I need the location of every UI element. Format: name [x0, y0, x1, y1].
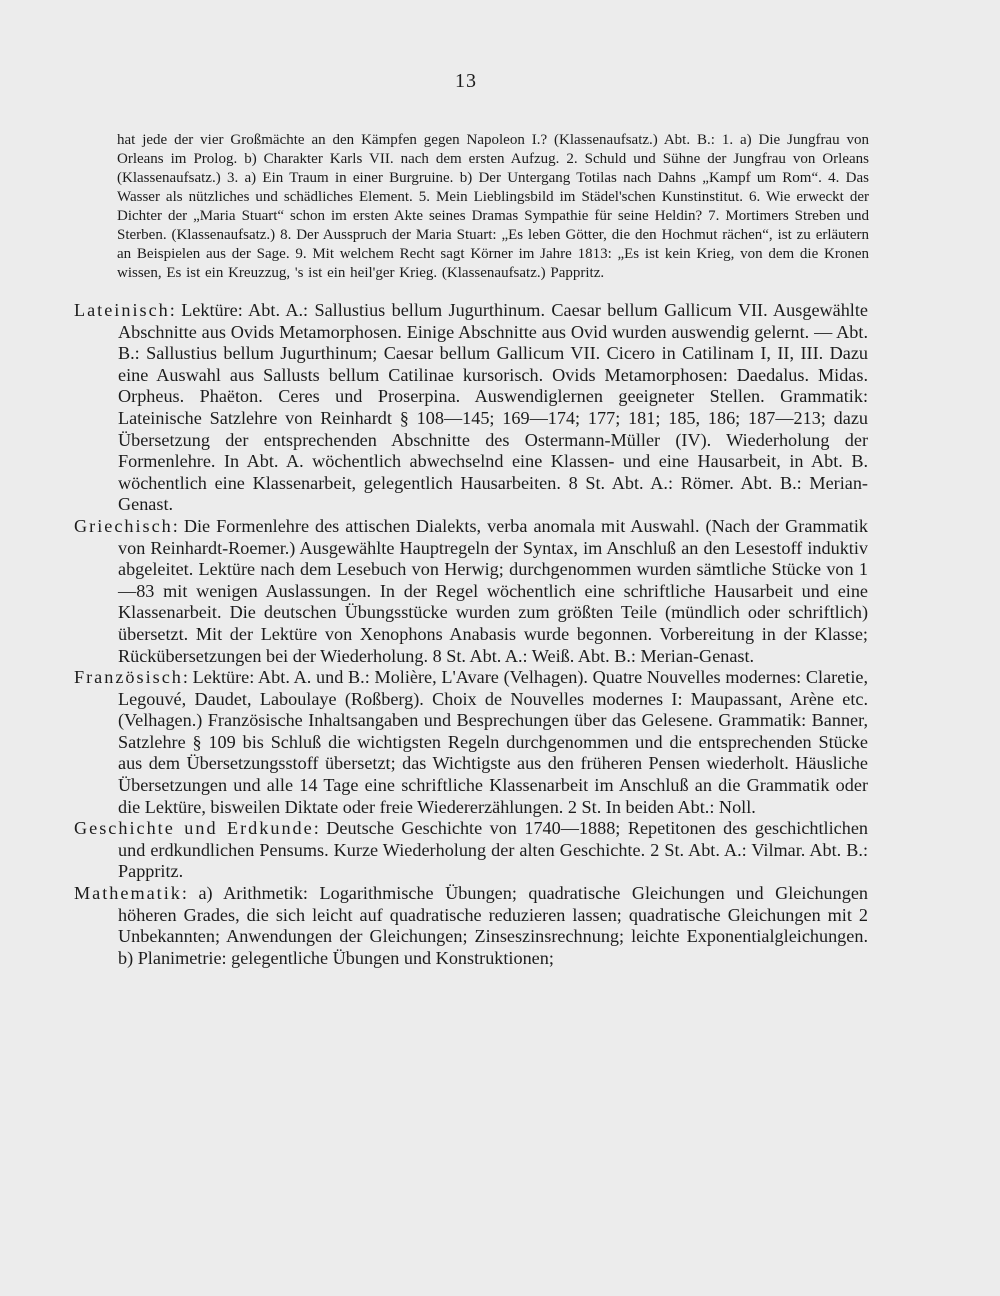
section-body: : a) Arithmetik: Logarithmische Übungen; quadratische Gleichungen und Gleichungen höheren Grades, die sich leicht auf quadratische reduzieren lassen; quadratische Gleichungen mit 2 Unbekannten; Anwendungen der Gleichungen; Zinseszinsrechnung; leichte Exponentialgleichungen. b) Planimetrie: gelegentliche Übungen und Konstruktionen;: [118, 883, 868, 968]
subject-sections: [74, 300, 868, 969]
section-title: Französisch: [74, 667, 183, 688]
section-latin: [74, 300, 868, 516]
section-body: : Deutsche Geschichte von 1740—1888; Repetitonen des geschichtlichen und erdkundlichen Pensums. Kurze Wiederholung der alten Geschichte. 2 St. Abt. A.: Vilmar. Abt. B.: Pappritz.: [118, 818, 868, 882]
section-mathematics: [74, 883, 868, 969]
section-title: Geschichte und Erdkunde: [74, 818, 314, 839]
section-title: Mathematik: [74, 883, 182, 904]
section-body: : Die Formenlehre des attischen Dialekts, verba anomala mit Auswahl. (Nach der Grammatik von Reinhardt-Roemer.) Ausgewählte Hauptregeln der Syntax, im Anschluß an den Lesestoff induktiv abgeleitet. Lektüre nach dem Lesebuch von Herwig; durchgenommen wurden sämtliche Stücke von 1—83 mit wenigen Auslassungen. In der Regel wöchentlich eine schriftliche Hausarbeit und eine Klassenarbeit. Die deutschen Übungsstücke wurden zum größten Teile (mündlich oder schriftlich) übersetzt. Mit der Lektüre von Xenophons Anabasis wurde begonnen. Vorbereitung in der Klasse; Rückübersetzungen bei der Wiederholung. 8 St. Abt. A.: Weiß. Abt. B.: Merian-Genast.: [118, 515, 868, 666]
section-body: : Lektüre: Abt. A. und B.: Molière, L'Avare (Velhagen). Quatre Nouvelles modernes: Claretie, Legouvé, Daudet, Laboulaye (Roßberg). Choix de Nouvelles modernes I: Maupassant, Arène etc. (Velhagen.) Französische Inhaltsangaben und Besprechungen über das Gelesene. Grammatik: Banner, Satzlehre § 109 bis Schluß die wichtigsten Regeln durchgenommen und die entsprechenden Stücke aus dem Übersetzungsstoff übersetzt; das Wichtigste aus den früheren Pensen wiederholt. Häusliche Übersetzungen und alle 14 Tage eine schriftliche Klassenarbeit im Anschluß an die Grammatik oder die Lektüre, bisweilen Diktate oder freie Wiedererzählungen. 2 St. In beiden Abt.: Noll.: [118, 667, 868, 817]
section-greek: [74, 516, 868, 667]
intro-paragraph: hat jede der vier Großmächte an den Kämpfen gegen Napoleon I.? (Klassenaufsatz.) Abt. B.: 1. a) Die Jungfrau von Orleans im Prolog. b) Charakter Karls VII. nach dem ersten Aufzug. 2. Schuld und Sühne der Jungfrau von Orleans (Klassenaufsatz.) 3. a) Ein Traum in einer Burgruine. b) Der Untergang Totilas nach Dahns „Kampf um Rom“. 4. Das Wasser als nützliches und schädliches Element. 5. Mein Lieblingsbild im Städel'schen Kunstinstitut. 6. Wie erweckt der Dichter der „Maria Stuart“ schon im ersten Akte seines Dramas Sympathie für seine Heldin? 7. Mortimers Streben und Sterben. (Klassenaufsatz.) 8. Der Ausspruch der Maria Stuart: „Es leben Götter, die den Hochmut rächen“, ist zu erläutern an Beispielen aus der Sage. 9. Mit welchem Recht sagt Körner im Jahre 1813: „Es ist kein Krieg, von dem die Kronen wissen, Es ist ein Kreuzzug, 's ist ein heil'ger Krieg. (Klassenaufsatz.) Pappritz.: [117, 132, 869, 281]
page-number: 13: [455, 70, 477, 92]
section-body: : Lektüre: Abt. A.: Sallustius bellum Jugurthinum. Caesar bellum Gallicum VII. Ausgewählte Abschnitte aus Ovids Metamorphosen. Einige Abschnitte aus Ovid wurden auswendig gelernt. — Abt. B.: Sallustius bellum Jugurthinum; Caesar bellum Gallicum VII. Cicero in Catilinam I, II, III. Dazu eine Auswahl aus Sallusts bellum Catilinae kursorisch. Ovids Metamorphosen: Daedalus. Midas. Orpheus. Phaëton. Ceres und Proserpina. Auswendiglernen geeigneter Stellen. Grammatik: Lateinische Satzlehre von Reinhardt § 108—145; 169—174; 177; 181; 185, 186; 187—213; dazu Übersetzung der entsprechenden Abschnitte des Ostermann-Müller (IV). Wiederholung der Formenlehre. In Abt. A. wöchentlich abwechselnd eine Klassen- und eine Hausarbeit, in Abt. B. wöchentlich eine Klassenarbeit, gelegentlich Hausarbeiten. 8 St. Abt. A.: Römer. Abt. B.: Merian-Genast.: [118, 300, 868, 515]
section-title: Lateinisch: [74, 300, 170, 320]
section-french: [74, 667, 868, 818]
section-title: Griechisch: [74, 515, 173, 536]
section-history-geography: [74, 818, 868, 883]
